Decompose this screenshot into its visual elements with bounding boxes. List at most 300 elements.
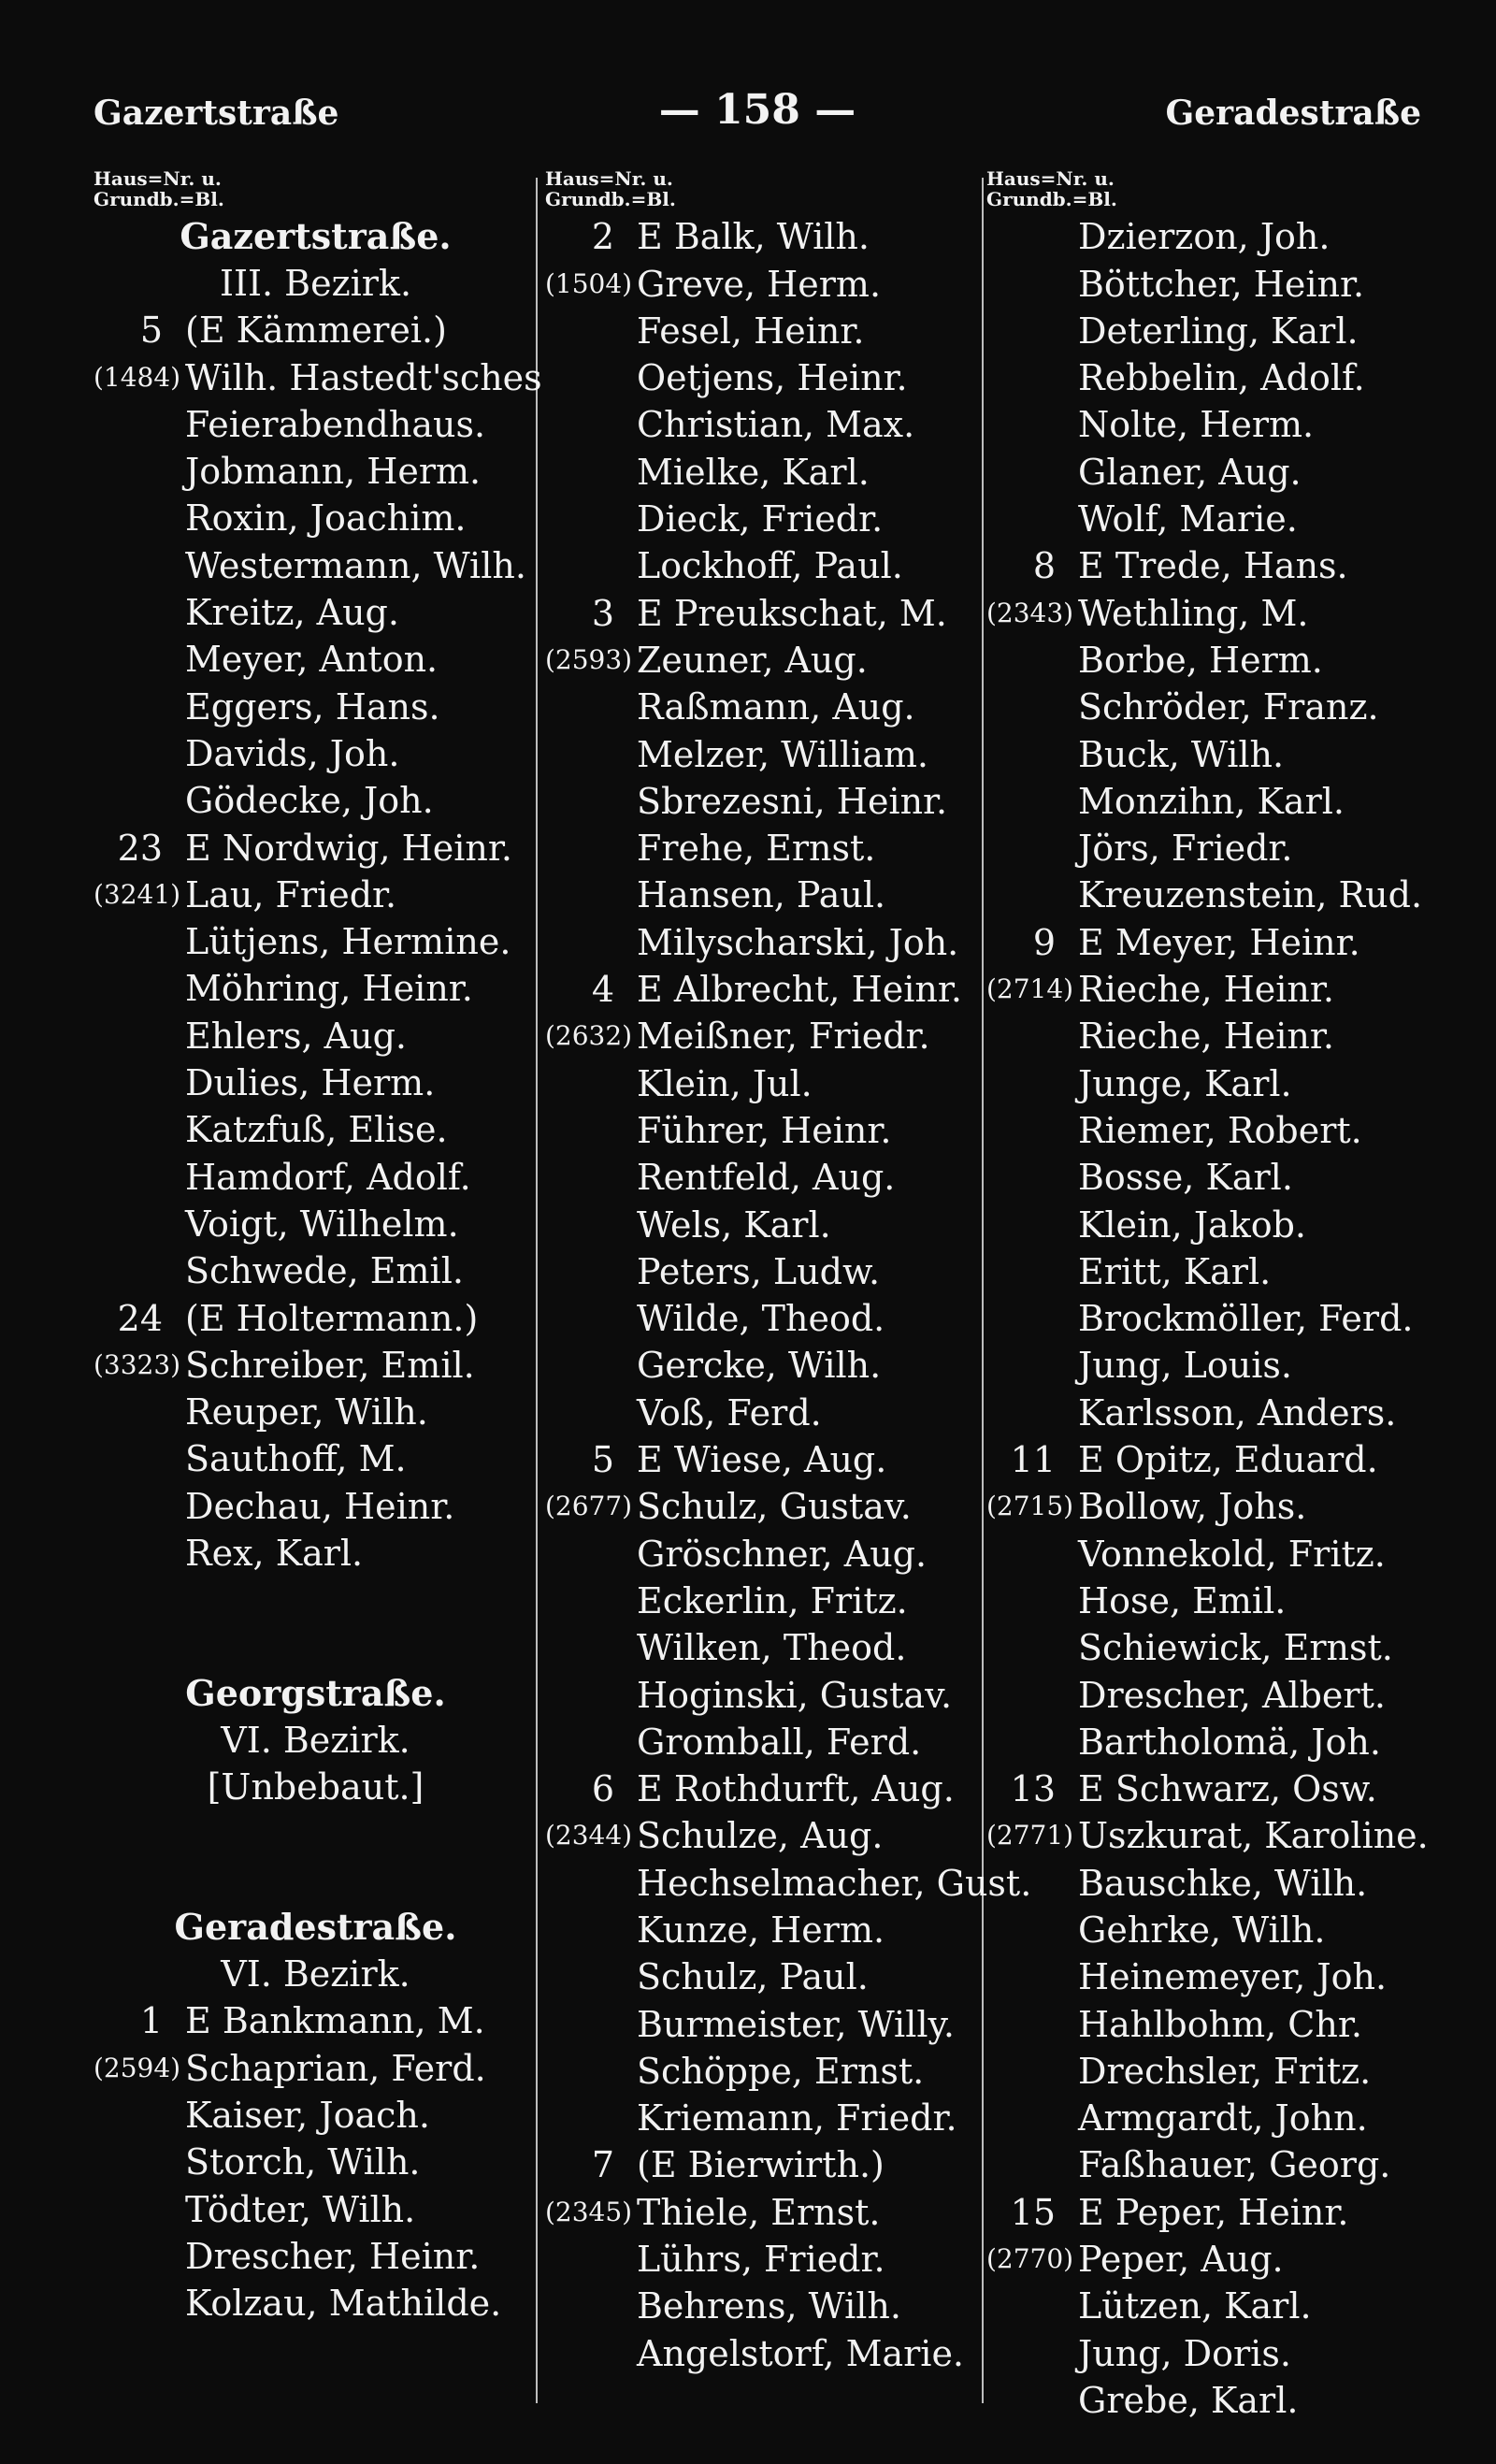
directory-entry	[545, 1154, 989, 1201]
resident-name: Schiewick, Ernst.	[1078, 1627, 1393, 1669]
directory-entry	[94, 1059, 538, 1106]
directory-entry	[94, 918, 538, 965]
resident-name: Gromball, Ferd.	[637, 1721, 922, 1763]
resident-name: Lockhoff, Paul.	[637, 545, 903, 587]
house-number: 15	[1010, 2191, 1056, 2233]
resident-name: Reuper, Wilh.	[185, 1391, 428, 1434]
directory-entry	[545, 260, 989, 307]
directory-entry	[545, 2283, 989, 2329]
resident-name: Jung, Doris.	[1078, 2332, 1291, 2374]
directory-entry	[545, 1295, 989, 1342]
street-heading: Geradestraße.	[174, 1906, 457, 1949]
resident-name: Brockmöller, Ferd.	[1078, 1298, 1414, 1340]
directory-entry	[545, 637, 989, 684]
directory-entry	[545, 1671, 989, 1718]
directory-entry	[94, 872, 538, 918]
resident-name: E Balk, Wilh.	[637, 216, 870, 258]
resident-name: Ehlers, Aug.	[185, 1015, 407, 1057]
house-number-cell	[986, 919, 1078, 966]
resident-name: Hose, Emil.	[1078, 1579, 1287, 1621]
directory-entry	[545, 825, 989, 872]
directory-entry	[545, 2141, 989, 2188]
land-register-number: (2344)	[545, 1820, 633, 1852]
directory-entry	[545, 1013, 989, 1059]
house-number-cell	[986, 1765, 1078, 1812]
resident-name: Frehe, Ernst.	[637, 828, 876, 870]
directory-entry	[94, 1247, 538, 1294]
resident-name: Lührs, Friedr.	[637, 2239, 885, 2281]
resident-name: Eggers, Hans.	[185, 685, 440, 728]
resident-name: Gödecke, Joh.	[185, 780, 434, 822]
directory-entry	[986, 1436, 1440, 1483]
directory-entry	[545, 1812, 989, 1859]
land-register-number: (2715)	[986, 1491, 1074, 1522]
resident-name: Hahlbohm, Chr.	[1078, 2003, 1362, 2045]
resident-name: E Rothdurft, Aug.	[637, 1768, 955, 1810]
resident-name: Kreitz, Aug.	[185, 592, 399, 634]
resident-name: E Wiese, Aug.	[637, 1439, 887, 1481]
house-number: 23	[117, 827, 163, 869]
resident-name: Greve, Herm.	[637, 263, 882, 305]
house-number: 4	[591, 969, 614, 1011]
directory-entry	[986, 872, 1440, 918]
directory-entry	[94, 1012, 538, 1059]
house-number-cell	[94, 1295, 185, 1342]
resident-name: Storch, Wilh.	[185, 2141, 421, 2183]
land-register-number: (2345)	[545, 2196, 633, 2227]
resident-name: Peters, Ludw.	[637, 1250, 881, 1292]
directory-entry	[986, 2377, 1440, 2424]
resident-name: Wels, Karl.	[637, 1203, 831, 1246]
directory-entry	[986, 2141, 1440, 2188]
directory-entry	[545, 1342, 989, 1389]
house-number-cell	[545, 1808, 637, 1859]
directory-entry	[986, 260, 1440, 307]
resident-name: E Albrecht, Heinr.	[637, 969, 962, 1011]
resident-name: Rebbelin, Adolf.	[1078, 357, 1365, 399]
resident-name: Kaiser, Joach.	[185, 2094, 430, 2136]
section-spacer	[94, 1810, 538, 1904]
directory-entry	[986, 2000, 1440, 2047]
directory-entry	[94, 1106, 538, 1153]
resident-name: Schöppe, Ernst.	[637, 2050, 925, 2092]
house-number-cell	[94, 1338, 185, 1389]
directory-entry	[94, 1153, 538, 1200]
directory-entry	[986, 1671, 1440, 1718]
resident-name: Wilh. Hastedt'sches	[185, 356, 542, 398]
house-number: 8	[1032, 545, 1056, 587]
resident-name: Kriemann, Friedr.	[637, 2097, 957, 2140]
resident-name: Gehrke, Wilh.	[1078, 1909, 1326, 1951]
resident-name: Hansen, Paul.	[637, 874, 886, 916]
resident-name: E Peper, Heinr.	[1078, 2191, 1349, 2233]
house-number-cell	[986, 1479, 1078, 1530]
land-register-number: (2343)	[986, 597, 1074, 628]
resident-name: Jung, Louis.	[1078, 1345, 1292, 1387]
resident-name: E Nordwig, Heinr.	[185, 827, 512, 869]
house-number-cell	[545, 966, 637, 1013]
resident-name: Melzer, William.	[637, 733, 928, 775]
resident-name: Riemer, Robert.	[1078, 1109, 1362, 1151]
directory-entry	[94, 495, 538, 541]
resident-name: Schröder, Franz.	[1078, 686, 1379, 728]
directory-entry	[986, 684, 1440, 730]
directory-entry	[545, 1436, 989, 1483]
page-number: — 158 —	[658, 86, 856, 134]
land-register-number: (2714)	[986, 973, 1074, 1005]
directory-entry	[986, 496, 1440, 542]
resident-name: Thiele, Ernst.	[637, 2191, 881, 2233]
directory-entry	[94, 1435, 538, 1482]
directory-entry	[545, 589, 989, 636]
directory-entry	[94, 2092, 538, 2139]
directory-entry	[94, 448, 538, 495]
resident-name: E Schwarz, Osw.	[1078, 1768, 1377, 1810]
directory-entry	[545, 2048, 989, 2095]
resident-name: Kunze, Herm.	[637, 1909, 885, 1951]
directory-entry	[94, 683, 538, 729]
directory-entry	[94, 307, 538, 353]
resident-name: Tödter, Wilh.	[185, 2188, 416, 2230]
house-number: 5	[591, 1439, 614, 1481]
resident-name: Mielke, Karl.	[637, 451, 870, 493]
street-note: [Unbebaut.]	[207, 1766, 424, 1808]
directory-entry	[94, 1201, 538, 1247]
land-register-number: (2594)	[94, 2052, 181, 2083]
land-register-number: (3323)	[94, 1348, 181, 1380]
resident-name: Wilde, Theod.	[637, 1298, 885, 1340]
resident-name: Raßmann, Aug.	[637, 686, 915, 728]
directory-entry	[94, 636, 538, 683]
resident-name: Schulz, Gustav.	[637, 1486, 912, 1528]
land-register-number: (2677)	[545, 1491, 633, 1522]
resident-name: Westermann, Wilh.	[185, 544, 526, 586]
directory-entry	[986, 2329, 1440, 2376]
resident-name: Milyscharski, Joh.	[637, 921, 959, 963]
resident-name: Führer, Heinr.	[637, 1109, 892, 1151]
resident-name: Dechau, Heinr.	[185, 1485, 455, 1527]
resident-name: E Opitz, Eduard.	[1078, 1439, 1378, 1481]
resident-name: Dulies, Herm.	[185, 1062, 436, 1104]
house-number-cell	[94, 307, 185, 353]
directory-entry	[986, 1953, 1440, 2000]
directory-entry	[986, 1530, 1440, 1577]
directory-entry	[94, 1997, 538, 2044]
directory-entry	[986, 918, 1440, 965]
directory-entry	[986, 637, 1440, 684]
house-number: 2	[591, 216, 614, 258]
resident-name: Hamdorf, Adolf.	[185, 1156, 471, 1198]
resident-name: Schulze, Aug.	[637, 1815, 884, 1857]
house-number: 13	[1010, 1768, 1056, 1810]
directory-entry	[986, 1578, 1440, 1624]
resident-name: Katzfuß, Elise.	[185, 1109, 448, 1151]
directory-entry	[986, 2236, 1440, 2283]
resident-name: Klein, Jul.	[637, 1062, 813, 1104]
land-register-number: (1484)	[94, 361, 181, 393]
column-heading: Haus=Nr. u. Grundb.=Bl.	[94, 167, 224, 210]
resident-name: Zeuner, Aug.	[637, 639, 868, 681]
house-number-cell	[545, 1479, 637, 1530]
column-1	[94, 167, 542, 2394]
resident-name: Rex, Karl.	[185, 1533, 364, 1575]
resident-name: Uszkurat, Karoline.	[1078, 1815, 1429, 1857]
resident-name: Hoginski, Gustav.	[637, 1674, 953, 1716]
resident-name: Behrens, Wilh.	[637, 2285, 901, 2327]
house-number-cell	[545, 590, 637, 637]
directory-entry	[986, 1342, 1440, 1389]
resident-name: E Bankmann, M.	[185, 2000, 485, 2042]
house-number-cell	[545, 633, 637, 684]
directory-entry	[545, 1248, 989, 1295]
directory-entry	[545, 213, 989, 260]
resident-name: Nolte, Herm.	[1078, 404, 1315, 446]
directory-entry	[986, 1719, 1440, 1765]
resident-name: Gercke, Wilh.	[637, 1345, 882, 1387]
resident-name: Christian, Max.	[637, 404, 915, 446]
house-number: 3	[591, 592, 614, 634]
resident-name: Drechsler, Fritz.	[1078, 2050, 1372, 2092]
directory-entry	[986, 1624, 1440, 1671]
resident-name: Bollow, Johs.	[1078, 1486, 1307, 1528]
resident-name: Burmeister, Willy.	[637, 2003, 955, 2045]
resident-name: Kolzau, Mathilde.	[185, 2283, 502, 2325]
directory-entry	[986, 1483, 1440, 1530]
resident-name: Monzihn, Karl.	[1078, 780, 1345, 822]
directory-entry	[545, 730, 989, 777]
house-number-cell	[545, 2185, 637, 2236]
resident-name: Junge, Karl.	[1078, 1062, 1292, 1104]
directory-entry	[986, 778, 1440, 825]
directory-entry	[545, 1107, 989, 1154]
resident-name: Lütjens, Hermine.	[185, 921, 511, 963]
directory-entry	[545, 1389, 989, 1435]
street-heading: Georgstraße.	[185, 1672, 446, 1715]
resident-name: Fesel, Heinr.	[637, 310, 865, 352]
resident-name: E Preukschat, M.	[637, 592, 947, 634]
directory-entry	[986, 825, 1440, 872]
resident-name: Armgardt, John.	[1078, 2097, 1368, 2140]
directory-entry	[94, 2139, 538, 2185]
resident-name: Jobmann, Herm.	[185, 451, 482, 493]
resident-name: Wilken, Theod.	[637, 1627, 907, 1669]
house-number: 1	[139, 2000, 163, 2042]
resident-name: Lau, Friedr.	[185, 873, 397, 915]
directory-entry	[545, 966, 989, 1013]
column-3	[986, 167, 1440, 2421]
directory-entry	[94, 777, 538, 824]
house-number: 24	[117, 1297, 163, 1339]
directory-entry	[545, 354, 989, 401]
directory-entry	[545, 2000, 989, 2047]
directory-entry	[545, 1765, 989, 1812]
land-register-number: (2770)	[986, 2243, 1074, 2275]
directory-entry	[545, 2236, 989, 2283]
directory-entry	[986, 1859, 1440, 1906]
directory-entry	[94, 541, 538, 588]
house-number-cell	[94, 1997, 185, 2044]
section-spacer	[94, 1577, 538, 1670]
house-number-cell	[986, 1436, 1078, 1483]
land-register-number: (1504)	[545, 267, 633, 299]
directory-entry	[94, 589, 538, 636]
directory-entry	[94, 2044, 538, 2091]
house-number: 5	[139, 310, 163, 352]
resident-name: Deterling, Karl.	[1078, 310, 1359, 352]
resident-name: Meyer, Anton.	[185, 639, 439, 681]
house-number: 6	[591, 1768, 614, 1810]
directory-entry	[94, 730, 538, 777]
street-heading: Gazertstraße.	[180, 215, 452, 257]
house-number-cell	[94, 825, 185, 872]
directory-entry	[94, 1389, 538, 1435]
resident-name: Schulz, Paul.	[637, 1956, 869, 1998]
directory-entry	[545, 1483, 989, 1530]
running-head-right: Geradestraße	[1165, 94, 1421, 133]
directory-entry	[94, 401, 538, 448]
house-number-cell	[986, 1808, 1078, 1859]
directory-entry	[986, 542, 1440, 589]
resident-name: E Meyer, Heinr.	[1078, 921, 1360, 963]
resident-name: Karlsson, Anders.	[1078, 1391, 1397, 1434]
house-number-cell	[545, 1436, 637, 1483]
resident-name: Meißner, Friedr.	[637, 1016, 930, 1058]
directory-entry	[986, 1013, 1440, 1059]
house-number-cell	[986, 962, 1078, 1013]
directory-entry	[986, 2188, 1440, 2235]
resident-name: Buck, Wilh.	[1078, 733, 1285, 775]
house-number-cell	[545, 1765, 637, 1812]
directory-entry	[986, 1107, 1440, 1154]
directory-entry	[986, 1059, 1440, 1106]
directory-entry	[545, 684, 989, 730]
page-header	[0, 86, 1496, 142]
district-label: VI. Bezirk.	[221, 1720, 410, 1762]
directory-entry	[94, 824, 538, 871]
land-register-number: (3241)	[94, 878, 181, 910]
resident-name: Vonnekold, Fritz.	[1078, 1533, 1386, 1575]
resident-name: Glaner, Aug.	[1078, 451, 1302, 493]
resident-name: Dzierzon, Joh.	[1078, 216, 1331, 258]
resident-name: Rieche, Heinr.	[1078, 969, 1334, 1011]
house-number-cell	[545, 213, 637, 260]
district-label: III. Bezirk.	[219, 263, 412, 304]
directory-entry	[545, 496, 989, 542]
directory-entry	[94, 965, 538, 1012]
directory-entry	[986, 2048, 1440, 2095]
house-number-cell	[545, 1009, 637, 1059]
resident-name: Drescher, Albert.	[1078, 1674, 1386, 1716]
directory-entry	[986, 1154, 1440, 1201]
directory-entry	[545, 1719, 989, 1765]
directory-entry	[545, 401, 989, 448]
resident-name: Bosse, Karl.	[1078, 1157, 1293, 1199]
resident-name: Voigt, Wilhelm.	[185, 1203, 459, 1245]
house-number: 11	[1010, 1439, 1056, 1481]
directory-entry	[545, 1907, 989, 1953]
resident-name: E Trede, Hans.	[1078, 545, 1348, 587]
resident-name: Peper, Aug.	[1078, 2239, 1284, 2281]
resident-name: Heinemeyer, Joh.	[1078, 1956, 1388, 1998]
directory-entry	[986, 401, 1440, 448]
district-label: VI. Bezirk.	[221, 1953, 410, 1996]
house-number-cell	[545, 2141, 637, 2188]
directory-entry	[545, 1624, 989, 1671]
directory-entry	[94, 1530, 538, 1577]
directory-entry	[545, 918, 989, 965]
house-number-cell	[986, 2232, 1078, 2283]
directory-entry	[545, 1201, 989, 1247]
column-heading: Haus=Nr. u. Grundb.=Bl.	[986, 167, 1117, 210]
directory-entry	[986, 354, 1440, 401]
directory-entry	[545, 872, 989, 918]
resident-name: Drescher, Heinr.	[185, 2235, 481, 2277]
resident-name: Rieche, Heinr.	[1078, 1016, 1334, 1058]
resident-name: Lützen, Karl.	[1078, 2285, 1312, 2327]
resident-name: Schwede, Emil.	[185, 1250, 464, 1292]
resident-name: Möhring, Heinr.	[185, 968, 473, 1010]
directory-entry	[545, 1059, 989, 1106]
directory-entry	[94, 1482, 538, 1529]
directory-entry	[94, 2185, 538, 2232]
directory-entry	[986, 2283, 1440, 2329]
resident-name: Oetjens, Heinr.	[637, 357, 908, 399]
directory-entry	[545, 2188, 989, 2235]
resident-name: Wethling, M.	[1078, 592, 1309, 634]
directory-entry	[94, 1294, 538, 1341]
directory-entry	[94, 2280, 538, 2327]
directory-entry	[986, 1765, 1440, 1812]
directory-entry	[986, 448, 1440, 495]
house-number-cell	[986, 542, 1078, 589]
resident-name: Borbe, Herm.	[1078, 639, 1323, 681]
land-register-number: (2632)	[545, 1020, 633, 1052]
resident-name: Eckerlin, Fritz.	[637, 1579, 908, 1621]
directory-entry	[986, 1812, 1440, 1859]
resident-name: Klein, Jakob.	[1078, 1203, 1307, 1246]
resident-name: Angelstorf, Marie.	[637, 2332, 965, 2374]
resident-name: (E Bierwirth.)	[637, 2144, 885, 2186]
resident-name: Wolf, Marie.	[1078, 498, 1298, 540]
directory-entry	[986, 1295, 1440, 1342]
house-number-cell	[986, 586, 1078, 637]
directory-entry	[986, 966, 1440, 1013]
resident-name: (E Kämmerei.)	[185, 310, 447, 352]
directory-entry	[986, 1248, 1440, 1295]
resident-name: Voß, Ferd.	[637, 1391, 822, 1434]
resident-name: Grebe, Karl.	[1078, 2379, 1299, 2421]
resident-name: Schaprian, Ferd.	[185, 2047, 486, 2089]
house-number-cell	[545, 257, 637, 308]
resident-name: Dieck, Friedr.	[637, 498, 884, 540]
directory-entry	[545, 1578, 989, 1624]
directory-entry	[545, 308, 989, 354]
resident-name: Schreiber, Emil.	[185, 1344, 475, 1386]
resident-name: Feierabendhaus.	[185, 403, 486, 445]
running-head-left: Gazertstraße	[94, 94, 339, 133]
directory-entry	[986, 1201, 1440, 1247]
resident-name: Bartholomä, Joh.	[1078, 1721, 1381, 1763]
directory-entry	[986, 1907, 1440, 1953]
directory-entry	[545, 542, 989, 589]
resident-name: Böttcher, Heinr.	[1078, 263, 1365, 305]
column-heading: Haus=Nr. u. Grundb.=Bl.	[545, 167, 676, 210]
house-number: 9	[1032, 921, 1056, 963]
land-register-number: (2771)	[986, 1820, 1074, 1852]
directory-entry	[94, 2233, 538, 2280]
directory-entry	[986, 589, 1440, 636]
directory-entry	[986, 1389, 1440, 1435]
